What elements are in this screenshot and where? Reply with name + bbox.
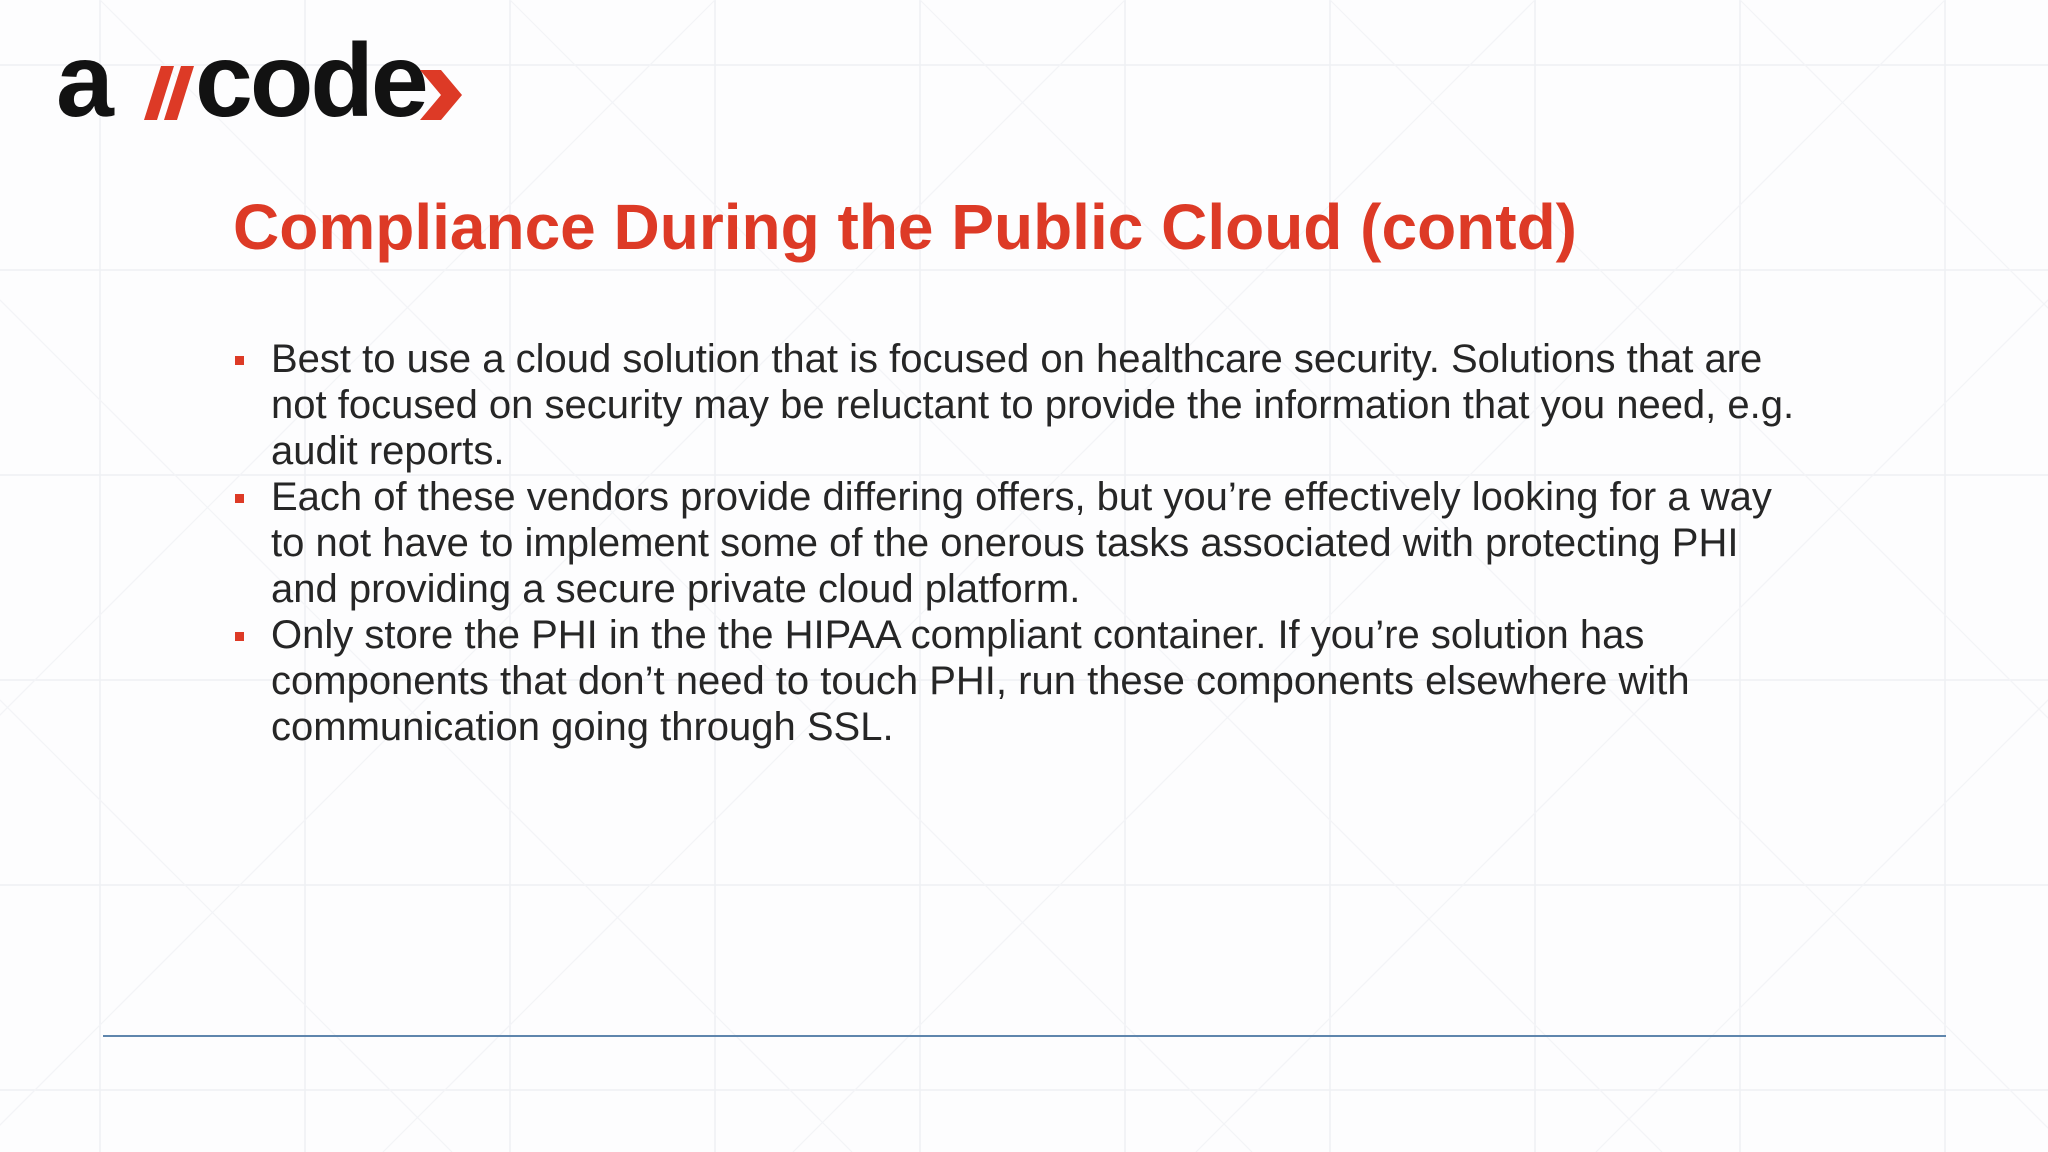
slide-title: Compliance During the Public Cloud (contd) xyxy=(233,191,1577,263)
bullet-item-1 xyxy=(233,336,1813,474)
bullet-text: Each of these vendors provide differing offers, but you’re effectively looking for a way to not have to implement some of the onerous tasks associated with protecting PHI and providing a secure private cloud platform. xyxy=(271,475,1772,611)
logo-letter-a: a xyxy=(56,28,114,138)
allcode-logo xyxy=(56,28,476,138)
bullet-square-icon xyxy=(235,356,244,365)
bullet-item-2 xyxy=(233,474,1813,612)
bullet-text: Best to use a cloud solution that is focused on healthcare security. Solutions that are not focused on security may be reluctant to provide the information that you need, e.g. audit reports. xyxy=(271,337,1795,473)
logo-slashes xyxy=(144,66,194,120)
logo-chevron-icon xyxy=(420,70,462,120)
bullet-item-3 xyxy=(233,612,1813,750)
logo-word-code: code xyxy=(195,28,426,138)
bullet-text: Only store the PHI in the the HIPAA compliant container. If you’re solution has components that don’t need to touch PHI, run these components elsewhere with communication going through SSL. xyxy=(271,613,1690,749)
bullet-list xyxy=(233,336,1813,750)
footer-divider xyxy=(103,1035,1946,1037)
bullet-square-icon xyxy=(235,632,244,641)
bullet-square-icon xyxy=(235,494,244,503)
